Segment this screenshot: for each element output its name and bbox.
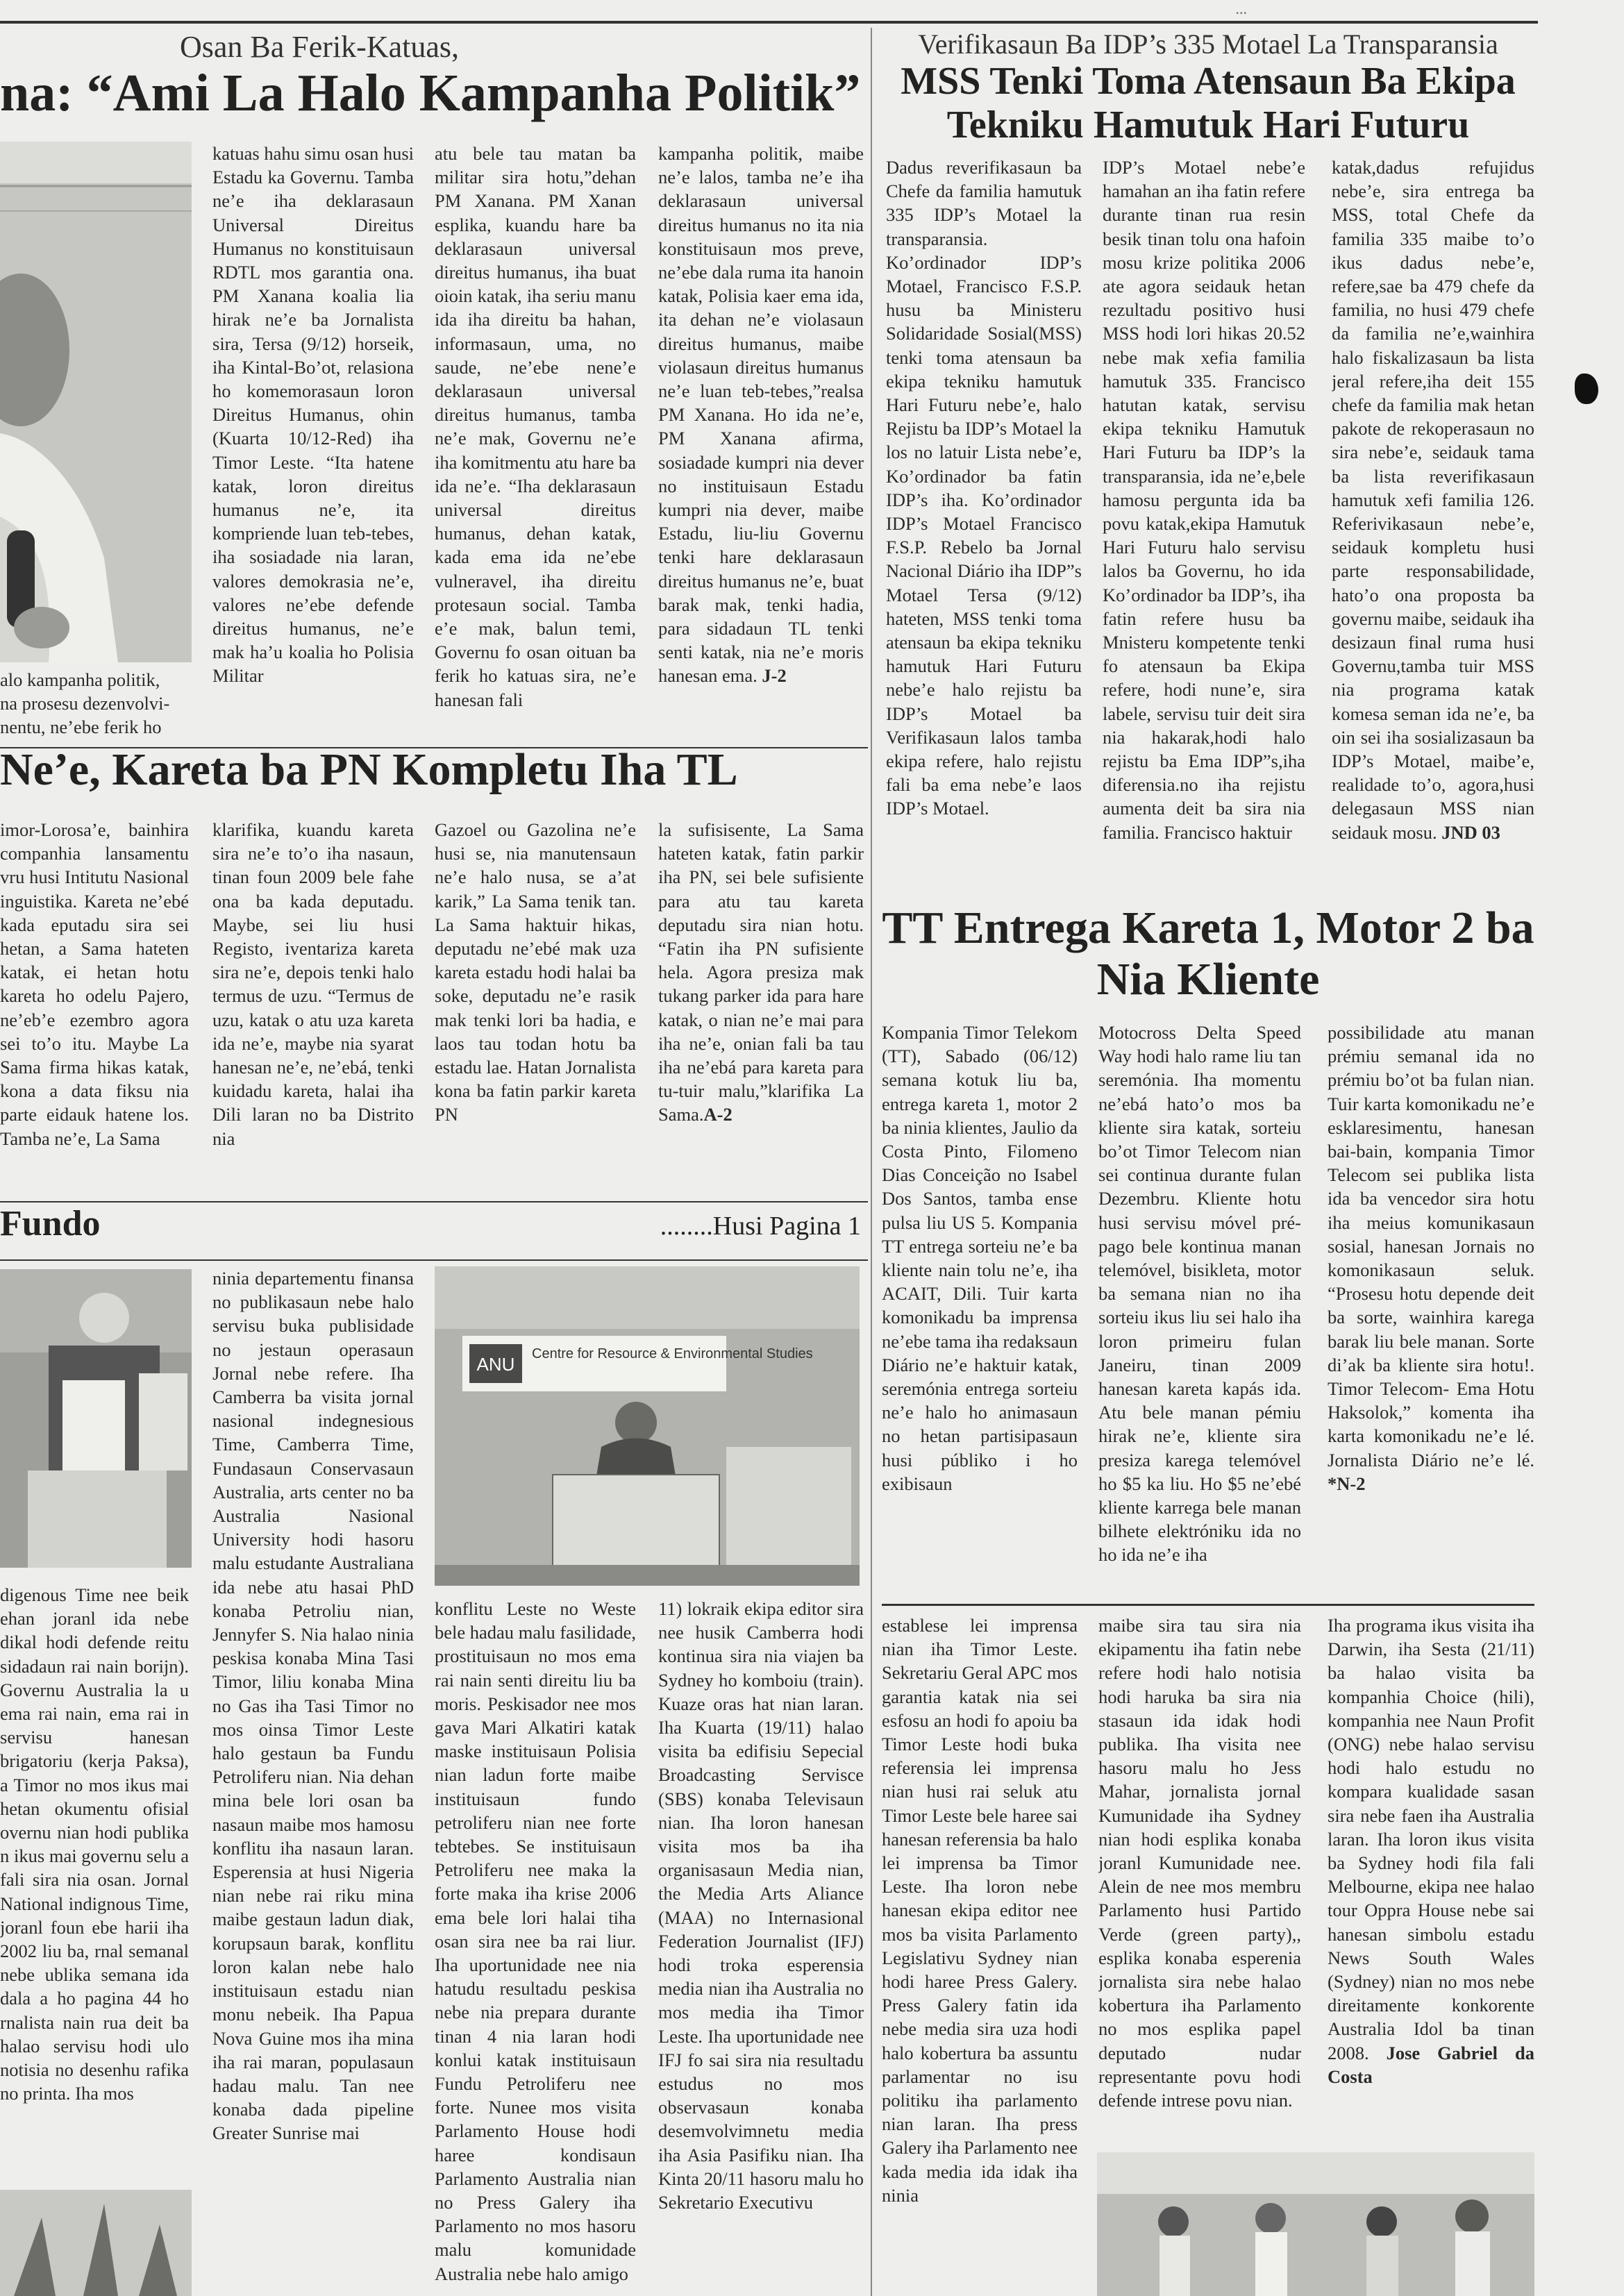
article4-text-2: IDP’s Motael nebe’e hamahan an iha fatin refere durante tinan rua resin besik tinan tolu ona hafoin mosu krize politika 2006 ate agora seidauk hetan rezultadu positivo husi MSS hodi lori hikas 20.52 nebe mak xefia familia hamutuk 335. Francisco hatutan katak, servisu ekipa tekniku Hamutuk Hari Futuru ba IDP’s la transparansia, ida ne’e,bele hamosu pergunta ida ba povu katak,ekipa Hamutuk Hari Futuru halo servisu lalos ba Governu, ho ida Ko’ordinador ba IDP’s, iha fatin refere husu ba Mnisteru kompetente tenki fo atensaun ba Ekipa refere, hodi nune’e, sira labele, servisu tuir deit sira nia hakarak,hodi halo rejistu ba Ema IDP”s,iha diferensia.no iha rejistu aumenta deit ba sira nia familia. Francisco haktuir	[1103, 157, 1305, 843]
article2-signature: A-2	[703, 1104, 733, 1125]
article1-signature: J-2	[762, 665, 787, 687]
article3-headline: Fundo	[0, 1204, 101, 1243]
article4-column-2	[1103, 156, 1305, 905]
article3-text-6-body: Iha programa ikus visita iha Darwin, iha Sesta (21/11) ba halao visita ba kompanhia Choice (hili), kompanhia nee Naun Profit (ONG) nebe halao servisu hodi halo estudu no kompara kualidade sasan sira nebe faen iha Australia laran. Iha loron ikus visita ba Sydney hodi fila fali Melbourne, ekipa nee halao tour Oppra House nebe sai hanesan simbolu estadu News South Wales (Sydney) nian no mos nebe direitamente konkorente Australia Idol ba tinan 2008.	[1328, 1615, 1534, 2063]
article3-text-1: ninia departementu finansa no publikasaun nebe halo servisu buka publisidade no jestaun operasaun Jornal nebe refere. Iha Camberra ba visita jornal nasional indegnesious Time, Camberra Time, Fundasaun Conservasaun Australia, arts center no ba Australia Nasional University hodi hasoru malu estudante Australiana ida nebe atu hasai PhD konaba Petroliu nian, Jennyfer S. Nia halao ninia peskisa konaba Mina Tasi Timor, liliu konaba Mina no Gas iha Tasi Timor no mos oinsa Timor Leste halo gestaun ba Fundu Petroliferu nian. Nia dehan mina bele lori osan ba nasaun maibe mos hamosu konflitu iha nasaun laran. Esperensia at husi Nigeria nian nebe rai riku mina maibe gestaun ladun diak, korupsaun barak, konflitu loron kalan nebe halo instituisaun estadu nian monu nebeik. Iha Papua Nova Guine mos iha mina iha rai maran, populasaun hadau malu. Tan nee konaba dada pipeline Greater Sunrise mai	[212, 1268, 414, 2144]
caption-line-1: alo kampanha politik,	[0, 669, 160, 690]
article5-column-3	[1328, 1021, 1534, 1597]
article1-kicker: Osan Ba Ferik-Katuas,	[179, 30, 459, 64]
article3-column-4	[882, 1614, 1078, 2296]
article4-kicker: Verifikasaun Ba IDP’s 335 Motael La Transparansia	[918, 28, 1498, 60]
article2-headline: Ne’e, Kareta ba PN Kompletu Iha TL	[0, 744, 738, 795]
article1-text-2: atu bele tau matan ba militar sira hotu,”dehan PM Xanana. PM Xanan esplika, kuandu hare ba deklarasaun universal direitus humanus, iha buat oioin katak, iha seriu manu ida iha direitu ba hahan, informasaun, uma, no saude, ne’ebe nene’e deklarasaun universal direitus humanus, tamba ne’e mak, Governu ne’e iha komitmentu atu hare ba ida ne’e. “Iha deklarasaun universal direitus humanus, dehan katak, kada ema ida ne’ebe vulneravel, iha direitu protesaun social. Tamba e’e mak, balun temi, Governu fo osan oituan ba ferik ho katuas sira, ne’e hanesan fali	[435, 143, 636, 710]
article5-signature: *N-2	[1328, 1473, 1366, 1494]
article1-caption	[0, 668, 189, 741]
article3-header-rule	[0, 1259, 868, 1261]
article4-signature: JND 03	[1441, 821, 1500, 843]
article2-text-3	[658, 818, 864, 1127]
article2-text-3-body: la sufisisente, La Sama hateten katak, fatin parkir iha PN, sei bele sufisiente para atu tau kareta deputadu sira nian hotu. “Fatin iha PN sufisiente hela. Agora presiza mak tukang parker ida para hare katak, o nian ne’e mai para iha ne’e, onian fali ba tau iha ne’ebá para kareta para tu-tuir malu,”klarifika La Sama.	[658, 819, 864, 1125]
photo-sign-text: Centre for Resource & Environmental Studies	[532, 1346, 813, 1361]
article3-photo-center	[435, 1266, 860, 1586]
article1-column-3	[658, 142, 864, 744]
article3-text-4: establese lei imprensa nian iha Timor Leste. Sekretariu Geral APC mos garantia katak nia sei esfosu an hodi fo apoiu ba Timor Leste hodi buka referensia lei imprensa nian husi rai seluk atu Timor Leste bele haree sai hanesan referensia ba halo lei imprensa ba Timor Leste. Iha loron nebe hanesan ekipa editor nee mos ba visita Parlamento Legislativu Sydney nian hodi haree Press Galery. Press Galery fatin ida nebe media sira uza hodi halo kobertura ba assuntu parlamentar no isu politiku iha parlamento nian laran. Iha press Galery iha Parlamento nee kada media ida idak iha ninia	[882, 1615, 1078, 2206]
article3-signature: Jose Gabriel da Costa	[1328, 2042, 1534, 2087]
caption-line-3: nentu, ne’ebe ferik ho	[0, 717, 162, 738]
article5-text-3-body: possibilidade atu manan prémiu semanal ida no prémiu bo’ot ba fulan nian. Tuir karta komonikadu ne’e esklaresimentu, hanesan bai-bain, kompania Timor Telecom sei publika lista ida ba vencedor sira hotu iha meius komunikasaun sosial, hanesan Jornais no komonikasaun seluk. “Prosesu hotu depende deit ba sorte, wainhira karega barak liu bele manan. Sorte di’ak ba kliente sira hotu!. Timor Telecom- Ema Hotu Haksolok,” komenta iha karta komonikadu ne’e lé. Jornalista Diário ne’e lé.	[1328, 1022, 1534, 1470]
article4-text-1: Dadus reverifikasaun ba Chefe da familia hamutuk 335 IDP’s Motael la transparansia. Ko’ordinador IDP’s Motael, Francisco F.S.P. husu ba Ministeru Solidaridade Sosial(MSS) tenki toma atensaun ba ekipa tekniku hamutuk Hari Futuru nebe’e, halo Rejistu ba IDP’s Motael la los no latuir Lista nebe’e, Ko’ordinador ba fatin IDP’s iha. Ko’ordinador IDP’s Motael Francisco F.S.P. Rebelo ba Jornal Nacional Diário iha IDP”s Motael Tersa (9/12) hateten, MSS tenki toma atensaun ba ekipa tekniku hamutuk Hari Futuru nebe’e halo rejistu ba IDP’s Motael ba Verifikasaun lalos tamba ekipa refere, halo rejistu fali ba ema nebe’e laos IDP’s Motael.	[886, 157, 1082, 819]
article5-text-2: Motocross Delta Speed Way hodi halo rame liu tan seremónia. Iha momentu ne’ebá hato’o mos ba kliente sira katak, sorteiu bo’ot Timor Telecom nian sei continua durante fulan Dezembru. Kliente hotu husi servisu móvel pré-pago bele kontinua manan telemóvel, bisikleta, motor ba semana nian no iha sorteiu ikus liu sei halo iha loron primeiru fulan Janeiru, tinan 2009 hanesan kareta kapás ida. Atu bele manan pémiu hirak ne’e, kliente sira presiza karega telemóvel ho $5 ka liu. Ho $5 ne’ebé kliente karrega bele manan bilhete elektróniku ida no ho ida ne’e iha	[1098, 1022, 1301, 1566]
article5-column-2	[1098, 1021, 1301, 1597]
article2-bottom-rule	[0, 1201, 868, 1203]
article3-column-2	[435, 1597, 636, 2296]
article4-headline: MSS Tenki Toma Atensaun Ba Ekipa Tekniku Hamutuk Hari Futuru	[901, 60, 1516, 146]
article3-photo-bottom-left	[0, 2190, 192, 2296]
article3-text-5: maibe sira tau sira nia ekipamentu iha fatin nebe refere hodi halo notisia hodi haruka ba sira nia stasaun ida idak hodi publika. Iha visita nee hasoru malu ho Jess Mahar, jornalista jornal Kumunidade iha Sydney nian hodi esplika konaba joranl Kumunidade nee. Alein de nee mos membru Parlamento husi Partido Verde (green party),, esplika konaba esperenia jornalista sira nebe halao kobertura iha Parlamento no mos esplika papel deputado nudar representante povu hodi defende intrese povu nian.	[1098, 1615, 1301, 2111]
article1-column-1	[212, 142, 414, 744]
article3-column-5	[1098, 1614, 1301, 2141]
caption-line-2: na prosesu dezenvolvi-	[0, 693, 170, 714]
article3-column-0	[0, 1583, 189, 2296]
masthead-rule	[0, 21, 1538, 24]
article3-column-1	[212, 1266, 414, 2296]
article3-text-6	[1328, 1614, 1534, 2088]
article2-text-2: Gazoel ou Gazolina ne’e husi se, nia manutensaun ne’e halo nusa, se a’at karik,” La Sama tenik tan. La Sama haktuir hikas, deputadu ne’ebé mak uza kareta estadu hodi halai ba soke, deputadu ne’e rasik mak tenki lori ba hadia, e laos tau todan hotu ba estadu lae. Hatan Jornalista kona ba fatin parkir kareta PN	[435, 819, 636, 1125]
ink-spot	[1575, 374, 1598, 404]
article3-text-2: konflitu Leste no Weste bele hadau malu fasilidade, prostituisaun no mos ema rai nain senti direitu liu ba moris. Peskisador nee mos gava Mari Alkatiri katak maske instituisaun Polisia nian ladun forte maibe instituisaun fundo petroliferu nian nee forte tebtebes. Se instituisaun Petroliferu nee maka la forte maka iha krise 2006 ema bele lori halai tiha osan sira nee ba rai liur. Iha uportunidade nee nia hatudu resultadu peskisa nebe nia prepara durante tinan 4 nia laran hodi konlui katak instituisaun Fundu Petroliferu nee forte. Nunee mos visita Parlamento House hodi haree kondisaun Parlamento Australia nian no Press Galery iha Parlamento no mos hasoru malu komunidade Australia nebe halo amigo	[435, 1598, 636, 2284]
article1-text-3-body: kampanha politik, maibe ne’e lalos, tamba ne’e iha deklarasaun universal direitus humanus no ita nia konstituisaun mos preve, ne’ebe dala ruma ita hanoin katak, Polisia kaer ema ida, ita dehan ne’e violasaun direitus humanus, maibe violasaun direitus humanus ne’e luan teb-tebes,”realsa PM Xanana. Ho ida ne’e, PM Xanana afirma, sosiadade kumpri nia dever no instituisaun Estadu kumpri nia dever, maibe Estadu, liu-liu Governu tenki hare deklarasaun direitus humanus ne’e, buat barak mak, tenki hadia, para sidadaun TL tenki senti katak, nia ne’e moris hanesan ema.	[658, 143, 864, 687]
article5-text-1: Kompania Timor Telekom (TT), Sabado (06/12) semana kotuk liu ba, entrega kareta 1, motor 2 ba ninia klientes, Jaulio da Costa Pinto, Filomeno Dias Conceição no Isabel Dos Santos, tamba ense pulsa liu US 5. Kompania TT entrega sorteiu ne’e ba kliente nain tolu ne’e, iha ACAIT, Dili. Tuir karta komonikadu ba imprensa ne’ebe tama iha redaksaun Diário ne’e haktuir katak, seremónia entrega sorteiu ne’e halo ho animasaun no hetan partisipasaun husi públiko i ho exibisaun	[882, 1022, 1078, 1494]
article3-photo-left	[0, 1269, 192, 1568]
article5-text-3	[1328, 1021, 1534, 1495]
article1-text-3	[658, 142, 864, 688]
article4-text-3	[1332, 156, 1534, 844]
article5-bottom-rule	[882, 1604, 1534, 1606]
article2-column-0	[0, 818, 189, 1184]
article3-column-3	[658, 1597, 864, 2296]
article1-text-1: katuas hahu simu osan husi Estadu ka Governu. Tamba ne’e iha deklarasaun Universal Direitus Humanus no konstituisaun RDTL mos garantia ona. PM Xanana koalia lia hirak ne’e ba Jornalista sira, Tersa (9/12) horseik, iha Kintal-Bo’ot, relasiona ho komemorasaun loron Direitus Humanus, ohin (Kuarta 10/12-Red) iha Timor Leste. “Ita hatene katak, loron direitus humanus ne’e, ita kompriende luan teb-tebes, iha sosiadade nia laran, valores demokrasia ne’e, valores ne’ebe defende direitus humanus, ne’e mak ha’u koalia ho Polisia Militar	[212, 143, 414, 687]
article3-photo-bottom-right	[1097, 2152, 1534, 2296]
article4-column-1	[886, 156, 1082, 905]
article4-text-3-body: katak,dadus refujidus nebe’e, sira entrega ba MSS, total Chefe da familia 335 maibe to’o ikus dadus nebe’e, refere,sae ba 479 chefe da familia, no husi 479 chefe da familia ne’e,wainhira halo fiskalizasaun ba lista jeral refere,iha deit 155 chefe da familia mak hetan pakote de rekoperasaun no sira nebe’e, seidauk tama ba lista reverifikasaun hamutuk xefi familia 126. Referivikasaun nebe’e, seidauk kompletu husi parte responsabilidade, hato’o ona proposta ba governu maibe, seidauk iha desizaun final ruma husi Governu,tamba tuir MSS nia programa katak komesa seman ida ne’e, ba oin sei iha sosializasaun ba IDP’s Motael, maibe’e, realidade to’o, agora,husi delegasaun MSS nian seidauk mosu.	[1332, 157, 1534, 843]
article5-headline: TT Entrega Kareta 1, Motor 2 ba Nia Kliente	[882, 903, 1534, 1005]
article2-column-3	[658, 818, 864, 1184]
article2-text-1: klarifika, kuandu kareta sira ne’e to’o iha nasaun, tinan foun 2009 bele fahe ona ba kada deputadu. Maybe, sei liu husi Registo, iventariza kareta sira ne’e, depois tenki halo termus de uzu. “Termus de uzu, katak o atu uza kareta ida ne’e, maybe nia syarat hanesan ne’e, ne’ebá, tenki kuidadu kareta, halai iha Dili laran no ba Distrito nia	[212, 819, 414, 1149]
masthead-fragment: ...	[1236, 0, 1248, 17]
article3-column-6	[1328, 1614, 1534, 2148]
article4-column-3	[1332, 156, 1534, 905]
article2-text-0: imor-Lorosa’e, bainhira companhia lansamentu vru husi Intitutu Nasional inguistika. Kareta ne’ebé kada eputadu sira sei hetan, a Sama hateten katak, ei hetan hotu kareta ho odelu Pajero, ne’eb’e ezembro agora sei to’o itu. Maybe La Sama firma hikas katak, kona a data fiksu nia parte eidauk hatene los. Tamba ne’e, La Sama	[0, 819, 189, 1149]
article2-column-1	[212, 818, 414, 1184]
article3-continuation: ........Husi Pagina 1	[660, 1212, 861, 1241]
article5-column-1	[882, 1021, 1078, 1597]
article3-text-3: 11) lokraik ekipa editor sira nee husik Camberra hodi kontinua sira nia viajen ba Sydney ho komboiu (train). Kuaze oras hat nian laran. Iha Kuarta (19/11) halao visita ba edifisiu Sepecial Broadcasting Servisce (SBS) konaba Televisaun nian. Iha loron hanesan visita mos ba iha organisasaun Media nian, the Media Arts Aliance (MAA) no Internasional Federation Journalist (IFJ) hodi troka esperensia media nian iha Australia no mos media iha Timor Leste. Iha uportunidade nee IFJ fo sai sira nia resultadu estudus no mos observasaun konaba desemvolvimnetu media iha Asia Pasifiku nian. Iha Kinta 20/11 hasoru malu ho Sekretario Executivu	[658, 1598, 864, 2213]
article2-column-2	[435, 818, 636, 1184]
article1-photo	[0, 142, 192, 662]
article1-headline: na: “Ami La Halo Kampanha Politik”	[0, 64, 861, 122]
article1-column-2	[435, 142, 636, 744]
anu-logo-text: ANU	[476, 1354, 515, 1375]
article3-text-0: digenous Time nee beik ehan joranl ida nebe dikal hodi defende reitu sidadaun rai nain borijn). Governu Australia la u ema rai nain, ema rai in servisu hanesan brigatoriu (kerja Paksa), a Timor no mos ikus mai hetan okumentu ofisial overnu nian hodi publika n ikus mai governu selu a fali sira nia osan. Jornal National indignous Time, joranl foun ebe harii iha 2002 liu ba, rnal semanal nebe ublika semana ida dala a ho pagina 44 ho rnalista nain rua deit ba halao servisu hodi ulo notisia no desenhu rafika no printa. Iha mos	[0, 1584, 189, 2104]
column-divider-main-lower	[871, 1208, 872, 2296]
